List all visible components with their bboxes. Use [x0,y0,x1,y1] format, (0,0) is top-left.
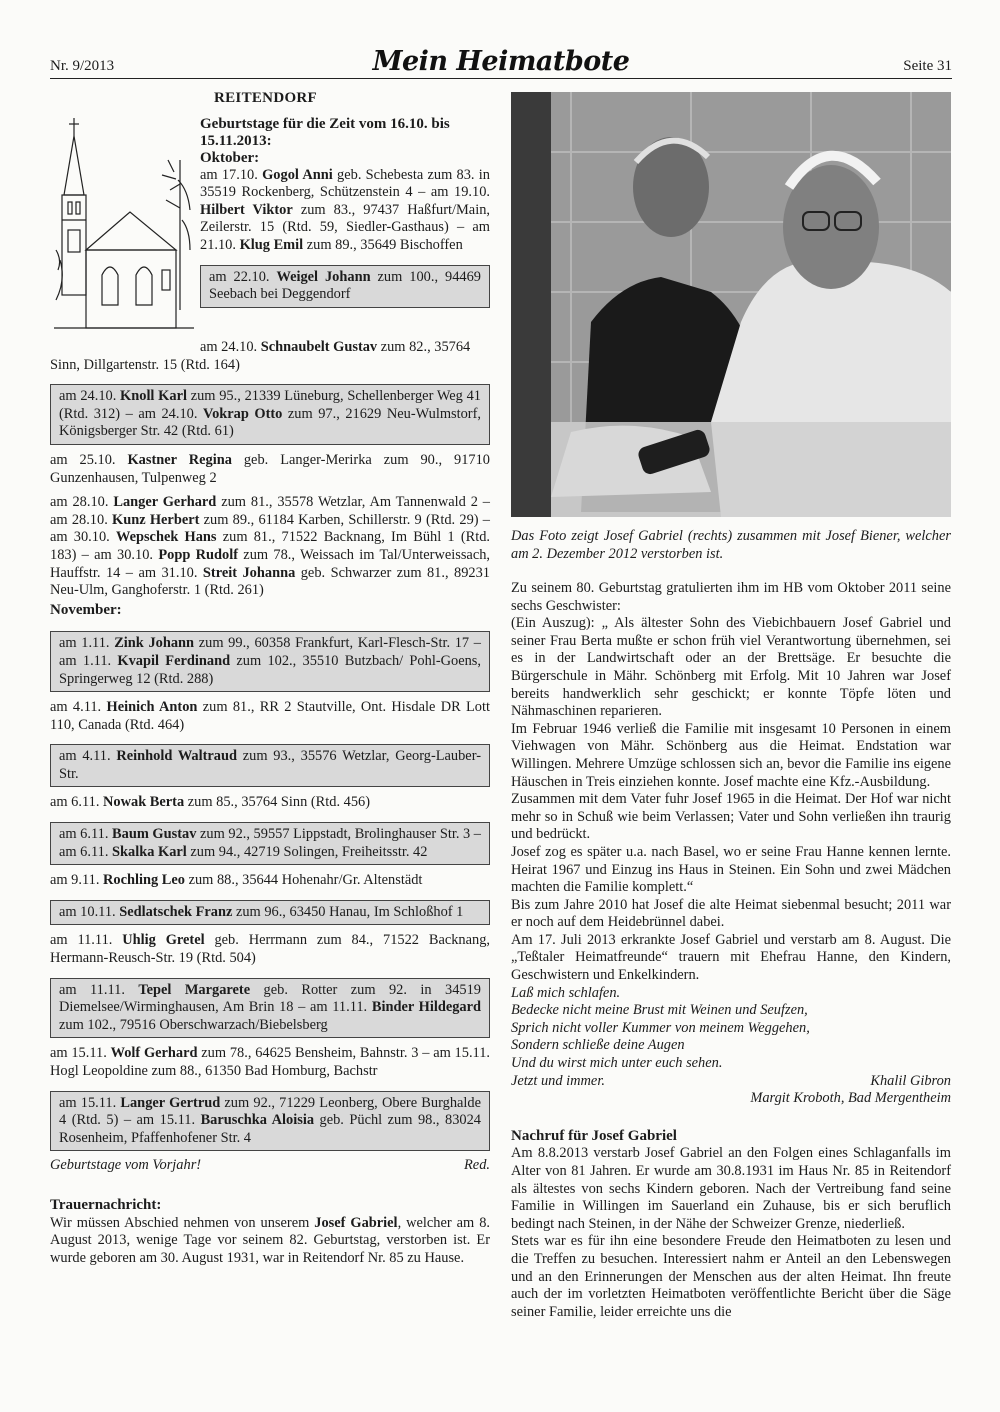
footer-note: Geburtstage vom Vorjahr! [50,1157,202,1174]
article-paragraph: Im Februar 1946 verließ die Familie mit insgesamt 10 Personen in einem Viehwagen von Mähr. Schönberg aus die Heimat. Endstation war Willingen. Mehrere Umzüge schlossen sich an, bevor die Familie ins eigene Häuschen in Treis einziehen konnte. Josef machte eine Kfz.-Ausbildung. [511,720,951,790]
birthday-entry: am 25.10. Kastner Regina geb. Langer-Merirka zum 90., 91710 Gunzenhausen, Tulpenweg 2 [50,451,490,486]
month-heading-october: Oktober: [200,149,260,166]
issue-number: Nr. 9/2013 [50,58,115,74]
poem-author: Khalil Gibron [870,1072,951,1089]
birthday-entry-highlight: am 11.11. Tepel Margarete geb. Rotter zum 92. in 34519 Diemelsee/Wirminghausen, Am Brin 18 – am 11.11. Binder Hildegard zum 102., 79516 Oberschwarzach/Biebelsberg [50,978,490,1039]
birthday-entry: am 28.10. Langer Gerhard zum 81., 35578 Wetzlar, Am Tannenwald 2 – am 28.10. Kunz Herbert zum 89., 61184 Karben, Schillerstr. 9 (Rtd. 29) – am 30.10. Wepschek Hans zum 81., 71522 Backnang, Im Bühl 1 (Rtd. 183) – am 30.10. Popp Rudolf zum 78., Weissach im Tal/Unterweissach, Hauffstr. 14 – am 31.10. Streit Johanna geb. Schwarzer zum 81., 89231 Neu-Ulm, Ganghoferstr. 1 (Rtd. 261) [50,494,490,599]
obituary-notice-text: Wir müssen Abschied nehmen von unserem Josef Gabriel, welcher am 8. August 2013, wenige Tage vor seinem 82. Geburtstag, verstorben ist. Er wurde geboren am 30. August 1931, war in Reitendorf Nr. 85 zu Hause. [50,1214,490,1266]
nachruf-title: Nachruf für Josef Gabriel [511,1127,677,1144]
poem-line: Laß mich schlafen. [511,984,621,1001]
article-paragraph: Am 17. Juli 2013 erkrankte Josef Gabriel und verstarb am 8. August. Die „Teßtaler Heimatfreunde“ trauern mit Ehefrau Hanne, den Kindern, Geschwistern und Enkelkindern. [511,931,951,984]
header-rule [50,78,952,79]
church-illustration [50,100,195,340]
birthday-list [50,339,490,1267]
article-signature: Margit Kroboth, Bad Mergentheim [750,1090,951,1107]
page-header [50,46,952,78]
article-paragraph: Bis zum Jahre 2010 hat Josef die alte Heimat siebenmal besucht; 2011 war er noch auf dem Heidebrünnel dabei. [511,896,951,931]
section-lead: Geburtstage für die Zeit vom 16.10. bis 15.11.2013: [200,115,450,149]
footer-signature: Red. [464,1157,490,1174]
birthday-entry: am 11.11. Uhlig Gretel geb. Herrmann zum 84., 71522 Backnang, Hermann-Reusch-Str. 19 (Rtd. 504) [50,932,490,967]
nachruf-paragraph: Am 8.8.2013 verstarb Josef Gabriel an den Folgen eines Schlaganfalls im Alter von 81 Jahren. Er wurde am 30.8.1931 im Haus Nr. 85 in Reitendorf als ältestes von sechs Kindern geboren. Nach der Vertreibung fand seine Familie in Willingen im Sauerland ein Zuhause, bis er sich beruflich bedingt nach Steinen, in der Nähe der Schweizer Grenze, niederließ. [511,1145,951,1232]
birthday-entry-highlight: am 1.11. Zink Johann zum 99., 60358 Frankfurt, Karl-Flesch-Str. 17 – am 1.11. Kvapil Ferdinand zum 102., 35510 Butzbach/ Pohl-Goens, Springerweg 12 (Rtd. 288) [50,631,490,692]
photo-caption: Das Foto zeigt Josef Gabriel (rechts) zusammen mit Josef Biener, welcher am 2. Dezember 2012 verstorben ist. [511,528,951,562]
poem-last-line [511,1073,951,1091]
portrait-photo [511,92,951,517]
article-paragraph: (Ein Auszug): „ Als ältester Sohn des Viebichbauern Josef Gabriel und seiner Frau Berta mußte er schon früh viel Verantwortung übernehmen, sei es in der Landwirtschaft oder an der Brettsäge. Er besuchte die Bürgerschule in Mähr. Schönberg mit Erfolg. Mit 10 Jahren war Josef bereits handwerklich sehr geschickt; er konnte Töpfe löten und Nähmaschinen reparieren. [511,615,951,720]
birthday-entry: am 17.10. Gogol Anni geb. Schebesta zum 83. in 35519 Rockenberg, Schützenstein 4 – am 19.10. Hilbert Viktor zum 83., 97437 Haßfurt/Main, Zeilerstr. 15 (Rtd. 59, Siedler-Gasthaus) – am 21.10. Klug Emil zum 89., 35649 Bischoffen [200,166,490,253]
birthday-entry-highlight: am 10.11. Sedlatschek Franz zum 96., 63450 Hanau, Im Schloßhof 1 [50,900,490,926]
birthday-entry-highlight: am 24.10. Knoll Karl zum 95., 21339 Lüneburg, Schellenberger Weg 41 (Rtd. 312) – am 24.10. Vokrap Otto zum 97., 21629 Neu-Wulmstorf, Königsberger Str. 42 (Rtd. 61) [50,384,490,445]
birthday-entry: am 15.11. Wolf Gerhard zum 78., 64625 Bensheim, Bahnstr. 3 – am 15.11. Hogl Leopoldine zum 88., 61350 Bad Homburg, Bachstr [50,1045,490,1079]
article-paragraph: Josef zog es später u.a. nach Basel, wo er seine Frau Hanne kennen lernte. Heirat 1967 und Einzug ins Haus in Steinen. Ein Sohn und zwei Mädchen machten die Familie komplett.“ [511,843,951,896]
obituary-notice-title: Trauernachricht: [50,1196,162,1213]
article-paragraph: Zu seinem 80. Geburtstag gratulierten ihm im HB vom Oktober 2011 seine sechs Geschwister: [511,580,951,614]
nachruf-paragraph: Stets war es für ihn eine besondere Freude den Heimatboten zu lesen und die Treffen zu besuchen. Interessiert nahm er Anteil an den Lebenswegen und an den Erinnerungen der Menschen aus der alten Heimat. Ihn freute auch der im vorletzten Heimatboten veröffentlichte Bericht über die Säge seiner Familie, leider erreichte uns die [511,1233,951,1320]
birthday-entry-highlight: am 22.10. Weigel Johann zum 100., 94469 Seebach bei Deggendorf [200,265,490,308]
poem-line: Bedecke nicht meine Brust mit Weinen und Seufzen, [511,1002,808,1019]
birthday-entry: Sinn, Dillgartenstr. 15 (Rtd. 164) [50,356,240,373]
birthday-entry: am 24.10. Schnaubelt Gustav zum 82., 35764 [200,339,471,355]
poem [511,985,951,1091]
birthday-entry-highlight: am 4.11. Reinhold Waltraud zum 93., 35576 Wetzlar, Georg-Lauber-Str. [50,744,490,787]
masthead-logo: Mein Heimatbote [372,46,630,77]
poem-line: Jetzt und immer. [511,1072,605,1089]
poem-line: Sondern schließe deine Augen [511,1037,685,1054]
section-title: REITENDORF [214,90,318,106]
page-number: Seite 31 [903,58,952,74]
birthday-entry: am 4.11. Heinich Anton zum 81., RR 2 Stautville, Ont. Hisdale DR Lott 110, Canada (Rtd. 464) [50,699,490,733]
birthday-entry-highlight: am 15.11. Langer Gertrud zum 92., 71229 Leonberg, Obere Burghalde 4 (Rtd. 5) – am 15.11. Baruschka Aloisia geb. Püchl zum 98., 83024 Rosenheim, Pfaffenhofener Str. 4 [50,1091,490,1152]
reitendorf-intro [200,90,490,308]
birthday-entry: am 9.11. Rochling Leo zum 88., 35644 Hohenahr/Gr. Altenstädt [50,872,423,889]
poem-line: Sprich nicht voller Kummer von meinem Weggehen, [511,1019,810,1036]
poem-line: Und du wirst mich unter euch sehen. [511,1055,723,1072]
birthday-entry: am 6.11. Nowak Berta zum 85., 35764 Sinn (Rtd. 456) [50,794,371,811]
birthday-entry-highlight: am 6.11. Baum Gustav zum 92., 59557 Lippstadt, Brolinghauser Str. 3 – am 6.11. Skalka Karl zum 94., 42719 Solingen, Freiheitsstr. 42 [50,822,490,865]
section-footer [50,1157,490,1175]
month-heading-november: November: [50,601,122,618]
obituary-notice [50,1197,490,1267]
article-paragraph: Zusammen mit dem Vater fuhr Josef 1965 in die Heimat. Der Hof war nicht mehr so in Schuß wie beim Verlassen; Vater und Sohn verließen ihn traurig und bedrückt. [511,791,951,843]
article-body [511,580,951,1321]
